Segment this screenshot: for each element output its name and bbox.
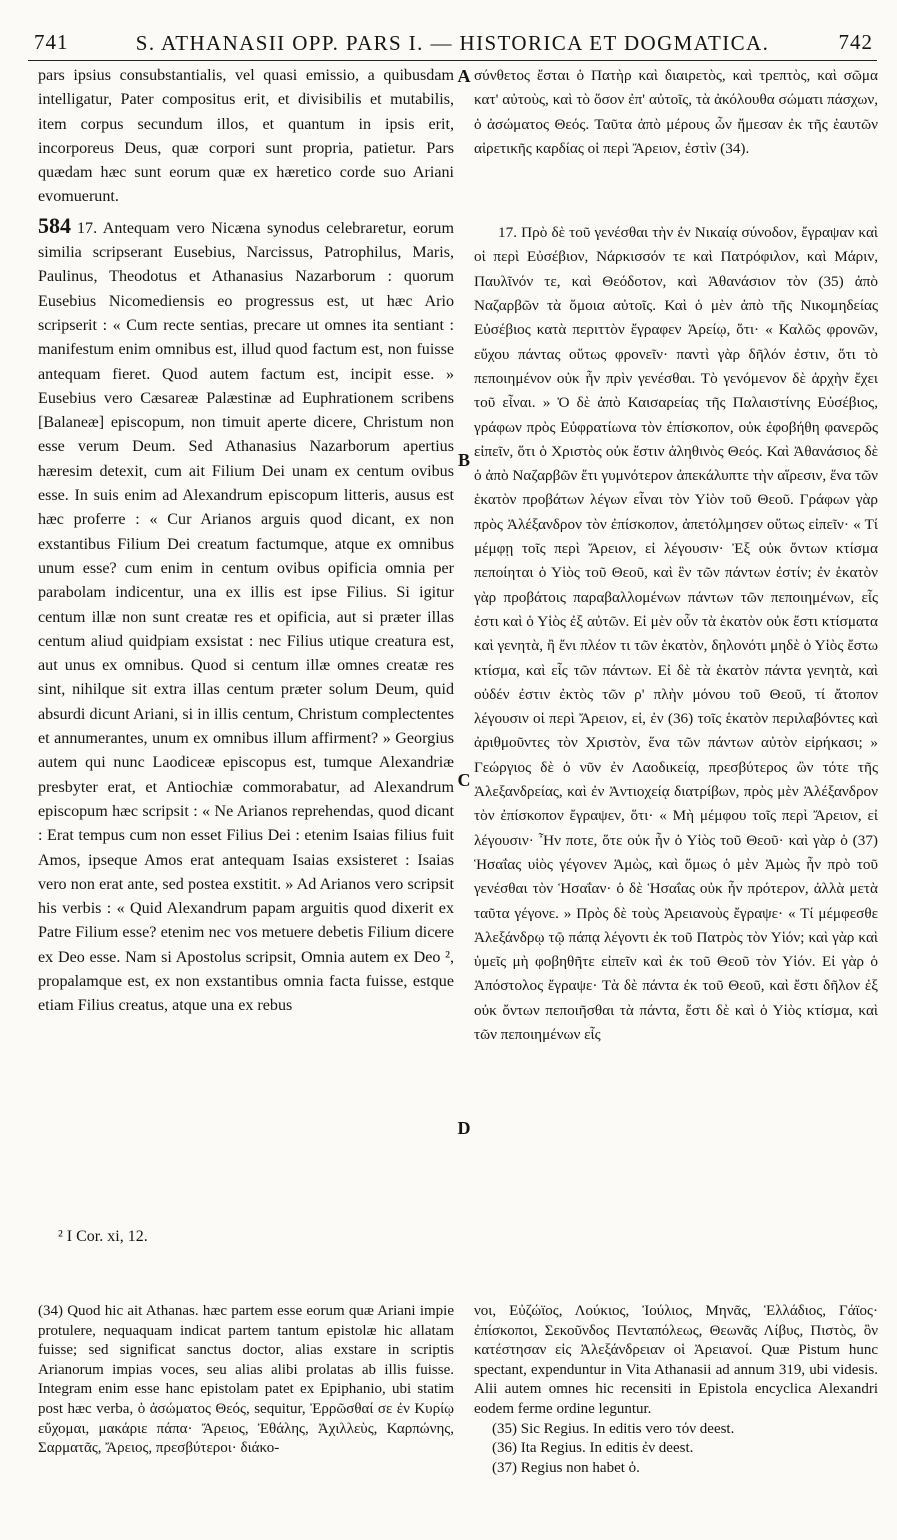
note-35: (35) Sic Regius. In editis vero τόν deest. — [492, 1420, 735, 1437]
note-34-continued: νοι, Εὐζώϊος, Λούκιος, Ἰούλιος, Μηνᾶς, Ἑλλάδιος, Γάϊος· ἐπίσκοποι, Σεκοῦνδος Πενταπόλεως, Θεωνᾶς Λίβυς, Πιστὸς, ὃν κατέστησαν εἰς Ἀλεξάνδρειαν οἱ Ἀρειανοί. Quæ Pistum hunc spectant, expenduntur in Vita Athanasii ad annum 319, ubi videsis. Alii autem omnes hic recensiti in Epistola encyclica Alexandri eodem ferme ordine leguntur. — [474, 1303, 878, 1417]
page-number-left: 741 — [34, 30, 69, 54]
scripture-footnote: ² I Cor. xi, 12. — [58, 1228, 148, 1245]
latin-column — [38, 64, 454, 1019]
greek-column — [474, 64, 878, 1047]
running-header — [28, 30, 877, 61]
latin-paragraph-17 — [38, 214, 454, 1019]
note-37: (37) Regius non habet ὁ. — [492, 1459, 640, 1476]
section-marker-c: C — [457, 770, 471, 790]
running-title: S. ATHANASII OPP. PARS I. — HISTORICA ET DOGMATICA. — [135, 31, 770, 55]
notes-right-column — [474, 1302, 878, 1478]
notes-left-column — [38, 1302, 454, 1459]
section-number: 584 — [38, 212, 71, 238]
section-marker-b: B — [457, 450, 470, 470]
note-36: (36) Ita Regius. In editis ἐν deest. — [492, 1440, 694, 1457]
greek-paragraph-17: 17. Πρὸ δὲ τοῦ γενέσθαι τὴν ἐν Νικαίᾳ σύνοδον, ἔγραψαν καὶ οἱ περὶ Εὐσέβιον, Νάρκισσόν τε καὶ Πατρόφιλον, καὶ Μάριν, Παυλῖνόν τε, καὶ Θεόδοτον, καὶ Ἀθανάσιον τὸν (35) ἀπὸ Ναζαρβῶν τὰ ὅμοια αὐτοῖς. Καὶ ὁ μὲν ἀπὸ τῆς Νικομηδείας Εὐσέβιος κατὰ περιττὸν ἔγραφεν Ἀρείῳ, ὅτι· « Καλῶς φρονῶν, εὔχου πάντας οὕτως φρονεῖν· παντὶ γὰρ δῆλόν ἐστιν, ὅτι τὸ πεποιημένον οὐκ ἦν πρὶν γενέσθαι. Τὸ γενόμενον δὲ ἀρχὴν ἔχει τοῦ εἶναι. » Ὁ δὲ ἀπὸ Καισαρείας τῆς Παλαιστίνης Εὐσέβιος, γράφων πρὸς Εὐφρατίωνα τὸν ἐπίσκοπον, οὐκ ἐφοβήθη φανερῶς εἰπεῖν, ὅτι ὁ Χριστὸς οὐκ ἔστιν ἀληθινὸς Θεός. Καὶ Ἀθανάσιος δὲ ὁ ἀπὸ Ναζαρβῶν ἔτι γυμνότερον ἀπεκάλυπτε τὴν αἵρεσιν, ἕνα τῶν ἑκατὸν προβάτων λέγων εἶναι τὸν Υἱὸν τοῦ Θεοῦ. Γράφων γὰρ πρὸς Ἀλέξανδρον τὸν ἐπίσκοπον, ἀπετόλμησεν οὕτως εἰπεῖν· « Τί μέμφῃ τοῖς περὶ Ἄρειον, εἰ λέγουσιν· Ἐξ οὐκ ὄντων κτίσμα πεποίηται ὁ Υἱὸς τοῦ Θεοῦ, καὶ ἓν τῶν πάντων ἐστίν; ἐν ἑκατὸν γὰρ προβάτοις παραβαλλομένων πάντων τῶν πεποιημένων, εἷς ἐστι καὶ ὁ Υἱὸς ἐξ αὐτῶν. Εἰ μὲν οὖν τὰ ἑκατὸν οὐκ ἔστι κτίσματα καὶ γενητὰ, ἢ ἔνι πλέον τι τῶν ἑκατὸν, δηλονότι μηδὲ ὁ Υἱὸς ἔστω κτίσμα, καὶ εἷς τῶν πάντων. Εἰ δὲ τὰ ἑκατὸν πάντα γενητὰ, καὶ οὐδέν ἐστιν ἐκτὸς τῶν ρ' πλὴν μόνου τοῦ Θεοῦ, τί ἄτοπον λέγουσιν οἱ περὶ Ἄρειον, εἰ, ἐν (36) τοῖς ἑκατὸν περιλαβόντες καὶ ἀριθμοῦντες τὸν Χριστὸν, ἕνα τῶν πάντων αὐτὸν εἰρήκασι; » Γεώργιος δὲ ὁ νῦν ἐν Λαοδικείᾳ, πρεσβύτερος ὢν τότε τῆς Ἀλεξανδρείας, καὶ ἐν Ἀντιοχείᾳ διατρίβων, πρὸς μὲν Ἀλέξανδρον τὸν ἐπίσκοπον ἔγραψεν, ὅτι· « Μὴ μέμφου τοῖς περὶ Ἄρειον, εἰ λέγουσιν· Ἦν ποτε, ὅτε οὐκ ἦν ὁ Υἱὸς τοῦ Θεοῦ· καὶ γὰρ ὁ (37) Ἡσαΐας υἱὸς γέγονεν Ἀμὼς, καὶ ὅμως ὁ μὲν Ἀμὼς ἦν πρὸ τοῦ γενέσθαι τὸν Ἡσαΐαν· ὁ δὲ Ἡσαΐας οὐκ ἦν πρότερον, ἀλλὰ μετὰ ταῦτα γέγονε. » Πρὸς δὲ τοὺς Ἀρειανοὺς ἔγραψε· « Τί μέμφεσθε Ἀλεξάνδρῳ τῷ πάπᾳ λέγοντι ἐκ τοῦ Πατρὸς τὸν Υἱόν; καὶ γὰρ καὶ ὑμεῖς μὴ φοβηθῆτε εἰπεῖν καὶ ἐκ τοῦ Θεοῦ τὸν Υἱόν. Εἰ γὰρ ὁ Ἀπόστολος ἔγραψε· Τὰ δὲ πάντα ἐκ τοῦ Θεοῦ, καὶ ἔστι δῆλον ἐξ οὐκ ὄντων πεποιῆσθαι τὰ πάντα, ἔστι δὲ καὶ ὁ Υἱὸς κτίσμα, καὶ τῶν πεποιημένων εἷς — [474, 224, 878, 1043]
section-marker-a: A — [457, 66, 471, 86]
greek-continuation-paragraph: σύνθετος ἔσται ὁ Πατὴρ καὶ διαιρετὸς, καὶ τρεπτὸς, καὶ σῶμα κατ' αὐτοὺς, καὶ τὸ ὅσον ἐπ' αὐτοῖς, τὰ ἀκόλουθα σώματι πάσχων, ὁ ἀσώματος Θεός. Ταῦτα ἀπὸ μέρους ὧν ἤμεσαν ἐκ τῆς ἑαυτῶν αἱρετικῆς καρδίας οἱ περὶ Ἄρειον, ἐστὶν (34). — [474, 67, 878, 157]
note-34: (34) Quod hic ait Athanas. hæc partem esse eorum quæ Ariani impie protulere, nequaquam indicat partem tantum epistolæ hic allatam fuisse; sed significat sanctus doctor, alias exstare in scriptis Arianorum impias voces, seu alias alibi prolatas ab illis fuisse. Integram enim esse hanc epistolam patet ex Epiphanio, ubi statim post hæc verba, ὁ ἀσώματος Θεός, sequitur, Ἐρρῶσθαί σε ἐν Κυρίῳ εὔχομαι, μακάριε πάπα· Ἄρειος, Ἐθάλης, Ἀχιλλεὺς, Καρπώνης, Σαρματᾶς, Ἄρειος, πρεσβύτεροι· διάκο- — [38, 1303, 454, 1457]
latin-paragraph-17-text: 17. Antequam vero Nicæna synodus celebraretur, eorum similia scripserant Eusebius, Narcissus, Patrophilus, Maris, Paulinus, Theodotus et Athanasius Nazarborum : quorum Eusebius Nicomediensis eo progressus est, ut hæc Ario scripserit : « Cum recte sentias, precare ut omnes ita sentiant : manifestum enim omnibus est, illud quod factum est, non fuisse antequam fieret. Quod autem factum est, incipit esse. » Eusebius vero Cæsareæ Palæstinæ ad Euphrationem scribens [Balaneæ] episcopum, non timuit aperte dicere, Christum non esse verum Deum. Sed Athanasius Nazarborum apertius hæresim detexit, cum ait Filium Dei unam ex centum ovibus esse. In suis enim ad Alexandrum episcopum litteris, ausus est hæc proferre : « Cur Arianos arguis quod dicant, ex non exstantibus Filium Dei creatum factumque, atque ex omnibus unum esse? cum enim in centum ovibus opificia omnia per parabolam indicentur, una ex illis est ipse Filius. Si igitur centum illæ non sunt creatæ res et opificia, aut si præter illas centum aliud quidpiam exsistat : nec Filius utique creatura est, aut unus ex omnibus. Quod si centum illæ omnes creatæ res sint, nihilque sit extra illas centum præter solum Deum, quid absurdi dicunt Ariani, si in illis centum, Christum complectentes et annumerantes, unum ex omnibus illum affirment? » Georgius autem qui nunc Laodiceæ episcopus est, tumque Alexandriæ presbyter erat, et Antiochiæ commorabatur, ad Alexandrum episcopum hæc scripsit : « Ne Arianos reprehendas, quod dicant : Erat tempus cum non esset Filius Dei : etenim Isaias filius fuit Amos, ipseque Amos erat antequam Isaias exsisteret : Isaias vero non erat ante, sed postea exstitit. » Ad Arianos vero scripsit his verbis : « Quid Alexandrum papam arguitis quod dixerit ex Patre Filium esse? etenim nec vos metuere debetis Filium dicere ex Deo esse. Nam si Apostolus scripsit, Omnia autem ex Deo ², propalamque est, ex non exstantibus omnia facta fuisse, estque etiam Filius creatus, atque una ex rebus — [38, 219, 454, 1015]
page-number-right: 742 — [838, 30, 873, 54]
section-marker-d: D — [457, 1118, 471, 1138]
latin-continuation-paragraph: pars ipsius consubstantialis, vel quasi emissio, a quibusdam intelligatur, Pater compositus erit, et divisibilis et mutabilis, item corpus secundum illos, et quantum in ipsis erit, incorporeus Deus, quæ corpori sunt propria, patietur. Pars quædam hæc sunt eorum quæ ex hæretico corde suo Ariani evomuerunt. — [38, 67, 454, 206]
